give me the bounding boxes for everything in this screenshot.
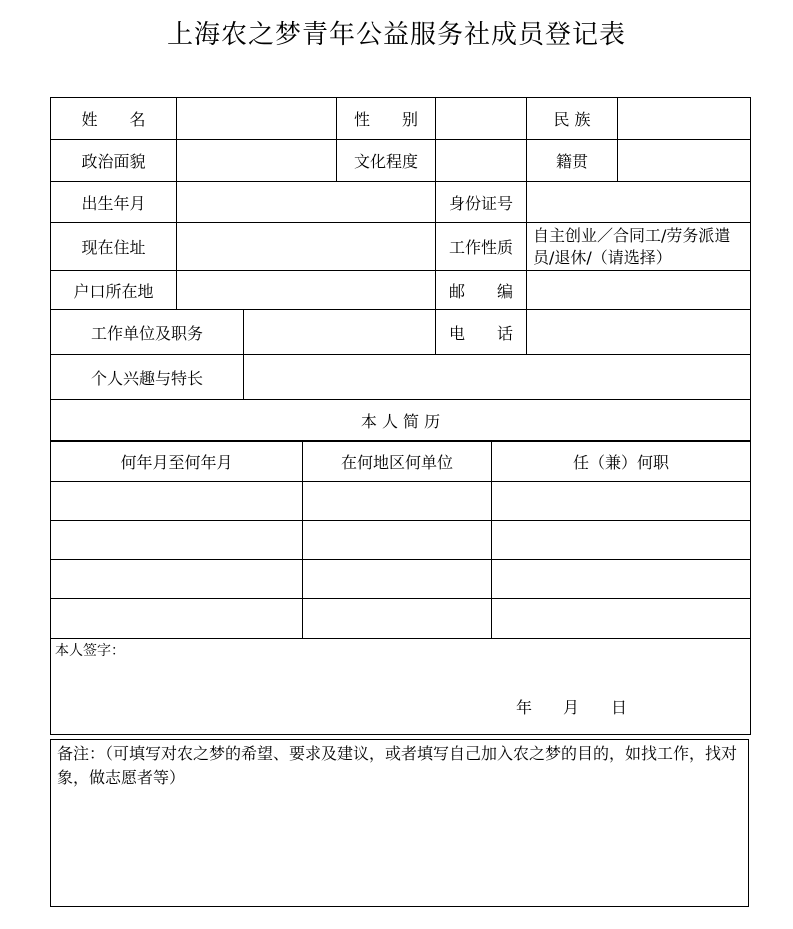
- phone-field[interactable]: [527, 310, 751, 355]
- resume-column-position: 任（兼）何职: [492, 442, 751, 482]
- resume-heading: 本 人 简 历: [51, 400, 751, 441]
- native-place-field[interactable]: [618, 140, 751, 182]
- resume-column-location: 在何地区何单位: [303, 442, 492, 482]
- personal-info-table: [50, 97, 751, 441]
- id-number-field[interactable]: [527, 182, 751, 223]
- resume-table: [50, 441, 751, 735]
- resume-position-cell[interactable]: [492, 560, 751, 599]
- interests-label: 个人兴趣与特长: [51, 355, 244, 400]
- signature-year: 年: [516, 698, 533, 717]
- birth-date-label: 出生年月: [51, 182, 177, 223]
- signature-month: 月: [563, 698, 580, 717]
- job-nature-label: 工作性质: [436, 223, 527, 271]
- birth-date-field[interactable]: [177, 182, 436, 223]
- resume-period-cell[interactable]: [51, 482, 303, 521]
- resume-row: [51, 560, 751, 599]
- resume-location-cell[interactable]: [303, 599, 492, 639]
- resume-column-period: 何年月至何年月: [51, 442, 303, 482]
- phone-label: 电 话: [436, 310, 527, 355]
- workplace-position-label: 工作单位及职务: [51, 310, 244, 355]
- workplace-position-field[interactable]: [244, 310, 436, 355]
- resume-row: [51, 482, 751, 521]
- signature-day: 日: [611, 698, 628, 717]
- household-registration-label: 户口所在地: [51, 271, 177, 310]
- resume-position-cell[interactable]: [492, 599, 751, 639]
- political-status-label: 政治面貌: [51, 140, 177, 182]
- ethnicity-label: 民 族: [527, 98, 618, 140]
- id-number-label: 身份证号: [436, 182, 527, 223]
- address-field[interactable]: [177, 223, 436, 271]
- ethnicity-field[interactable]: [618, 98, 751, 140]
- education-field[interactable]: [436, 140, 527, 182]
- household-registration-field[interactable]: [177, 271, 436, 310]
- resume-period-cell[interactable]: [51, 560, 303, 599]
- resume-row: [51, 521, 751, 560]
- name-field[interactable]: [177, 98, 337, 140]
- postcode-field[interactable]: [527, 271, 751, 310]
- gender-field[interactable]: [436, 98, 527, 140]
- native-place-label: 籍贯: [527, 140, 618, 182]
- resume-location-cell[interactable]: [303, 482, 492, 521]
- resume-period-cell[interactable]: [51, 521, 303, 560]
- name-label: 姓 名: [51, 98, 177, 140]
- resume-period-cell[interactable]: [51, 599, 303, 639]
- postcode-label: 邮 编: [436, 271, 527, 310]
- job-nature-options[interactable]: 自主创业／合同工/劳务派遣员/退休/（请选择）: [527, 223, 751, 271]
- resume-location-cell[interactable]: [303, 560, 492, 599]
- resume-location-cell[interactable]: [303, 521, 492, 560]
- form-title: 上海农之梦青年公益服务社成员登记表: [166, 20, 626, 50]
- education-label: 文化程度: [337, 140, 436, 182]
- signature-area[interactable]: [51, 639, 751, 735]
- gender-label: 性 别: [337, 98, 436, 140]
- remarks-text: 备注：（可填写对农之梦的希望、要求及建议，或者填写自己加入农之梦的目的，如找工作，找对象，做志愿者等）: [57, 744, 738, 787]
- interests-field[interactable]: [244, 355, 751, 400]
- resume-position-cell[interactable]: [492, 521, 751, 560]
- resume-row: [51, 599, 751, 639]
- address-label: 现在住址: [51, 223, 177, 271]
- remarks-box[interactable]: [50, 739, 749, 907]
- resume-position-cell[interactable]: [492, 482, 751, 521]
- political-status-field[interactable]: [177, 140, 337, 182]
- signature-label: 本人签字：: [55, 643, 125, 659]
